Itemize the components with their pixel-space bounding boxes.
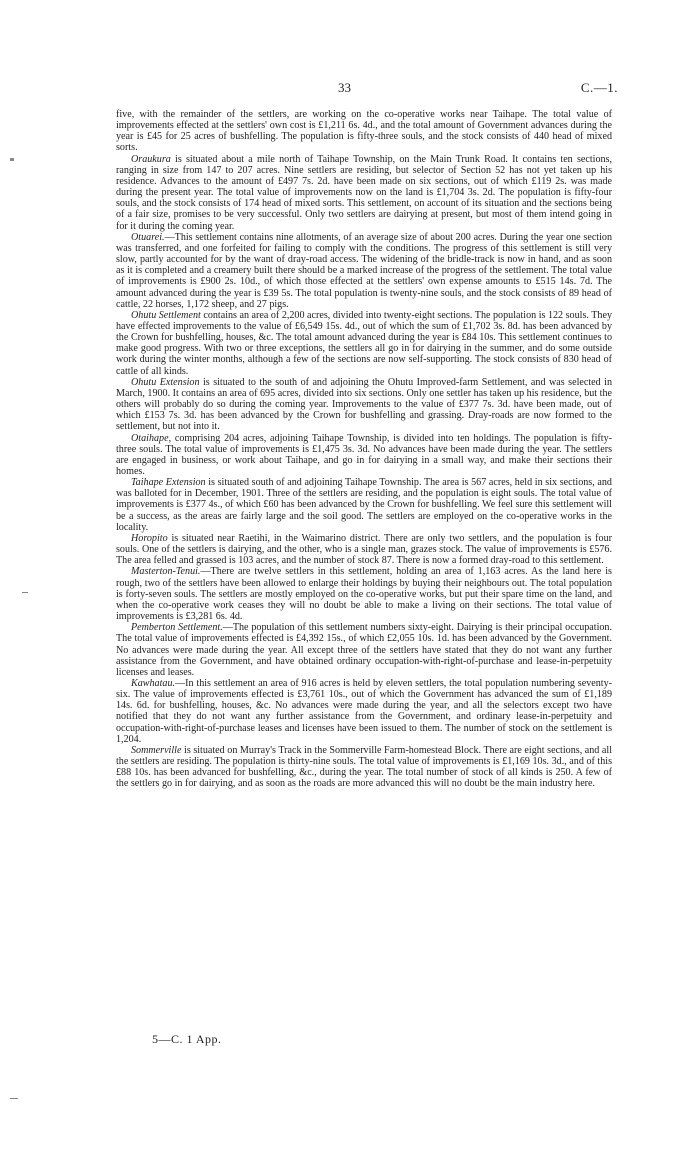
- paragraph: [116, 232, 612, 310]
- paragraph: [116, 678, 612, 745]
- paragraph-text: five, with the remainder of the settlers, are working on the co-operative works near Taihape. The total value of improvements effected at the settlers' own cost is £1,211 6s. 4d., and the total amount of Government advances during the year is £45 for 25 acres of bushfelling. The population is fifty-three souls, and the stock consists of 440 head of mixed sorts.: [116, 109, 612, 154]
- paragraph-text: is situated about a mile north of Taihape Township, on the Main Trunk Road. It contains ten sections, ranging in size from 147 to 207 acres. Nine settlers are residing, but selector of Section 52 has not yet taken up his residence. Advances to the amount of £497 7s. 2d. have been made on six sections, out of which £119 2s. was made during the present year. The total value of improvements now on the land is £1,704 3s. 2d. The population is fifty-four souls, and the stock consists of 174 head of mixed sorts. This settlement, on account of its situation and the sections being of a fair size, promises to be very successful. Only two settlers are dairying at present, but most of them intend going in for it during the coming year.: [116, 153, 612, 232]
- settlement-name: Pemberton Settlement.: [131, 622, 223, 634]
- settlement-name: Oraukura: [131, 153, 171, 165]
- paragraph: [116, 533, 612, 566]
- paragraph: [116, 566, 612, 622]
- settlement-name: Sommerville: [131, 744, 182, 756]
- page-number: 33: [338, 80, 351, 95]
- paragraph-text: contains an area of 2,200 acres, divided into twenty-eight sections. The population is 122 souls. They have effected improvements to the value of £6,549 15s. 4d., out of which the sum of £1,702 3s. 8d. has been advanced by the Crown for bushfelling, houses, &c. The total amount advanced during the year is £84 10s. This settlement continues to make good progress. With two or three exceptions, the settlers all go in for dairying in the summer, and do some outside work during the winter months, although a few of the sections are now self-supporting. The stock consists of 830 head of cattle of all kinds.: [116, 309, 612, 377]
- body-text: [116, 109, 612, 790]
- paragraph: [116, 154, 612, 232]
- printer-signature: 5—C. 1 App.: [152, 1032, 222, 1046]
- paragraph: [116, 310, 612, 377]
- paragraph-text: —The population of this settlement numbers sixty-eight. Dairying is their principal occupation. The total value of improvements effected is £4,392 15s., of which £2,055 10s. 1d. has been advanced by the Government. No advances were made during the year. All except three of the settlers have stated that they do not want any further assistance from the Government, and have obtained ordinary occupation-with-right-of-purchase and lease-in-perpetuity licenses and leases.: [116, 622, 612, 678]
- paragraph: [116, 433, 612, 478]
- page-header: [0, 80, 700, 96]
- paragraph-text: is situated near Raetihi, in the Waimarino district. There are only two settlers, and the population is four souls. One of the settlers is dairying, and the other, who is a single man, grazes stock. The value of improvements is £576. The area felled and grassed is 103 acres, and the number of stock 87. There is now a formed dray-road to this settlement.: [116, 532, 612, 567]
- settlement-name: Otuarei.: [131, 231, 165, 243]
- settlement-name: Taihape Extension: [131, 477, 206, 489]
- paragraph-text: —In this settlement an area of 916 acres is held by eleven settlers, the total population numbering seventy-six. The value of improvements effected is £3,761 10s., out of which the Government has advanced the sum of £1,189 14s. 6d. for bushfelling, houses, &c. No advances were made during the year, and all the selectors except two have notified that they do not want any further assistance from the Government, and ordinary lease-in-perpetuity and occupation-with-right-of-purchase leases and licenses have been issued to them. The number of stock on the settlement is 1,204.: [116, 677, 612, 745]
- paragraph: [116, 745, 612, 790]
- paragraph: [116, 622, 612, 678]
- paragraph-text: is situated to the south of and adjoining the Ohutu Improved-farm Settlement, and was selected in March, 1900. It contains an area of 695 acres, divided into six sections. Only one settler has taken up his residence, but the others will probably do so during the coming year. Improvements to the value of £377 7s. 3d. have been made, out of which £153 7s. 3d. has been advanced by the Crown for bushfelling and grassing. Dray-roads are now formed to the settlement, but not into it.: [116, 376, 612, 433]
- settlement-name: Ohutu Extension: [131, 376, 200, 388]
- margin-mark: [10, 1098, 18, 1099]
- paragraph: [116, 109, 612, 154]
- paragraph-text: is situated south of and adjoining Taihape Township. The area is 567 acres, held in six sections, and was balloted for in December, 1901. Three of the settlers are residing, and the population is eight souls. The total value of improvements is £377 4s., of which £60 has been advanced by the Crown for bushfelling. We feel sure this settlement will be a success, as the areas are fairly large and the soil good. The settlers are employed on the co-operative works in the locality.: [116, 477, 612, 533]
- margin-mark: [10, 158, 14, 161]
- settlement-name: Kawhatau.: [131, 677, 176, 689]
- paragraph-text: comprising 204 acres, adjoining Taihape Township, is divided into ten holdings. The population is fifty-three souls. The total value of improvements is £1,475 3s. 3d. No advances have been made during the year. The settlers are engaged in business, or work about Taihape, and go in for dairying in a small way, and make their sections their homes.: [116, 432, 612, 477]
- margin-mark: [22, 592, 28, 593]
- document-reference: C.—1.: [580, 80, 618, 95]
- paragraph-text: —There are twelve settlers in this settlement, holding an area of 1,163 acres. As the land here is rough, two of the settlers have been allowed to enlarge their holdings by buying their neighbours out. The total population is forty-seven souls. The settlers are mostly employed on the co-operative works, but put their spare time on the land, and when the co-operative work ceases they will no doubt be able to make a living on their sections. The total value of improvements is £3,281 6s. 4d.: [116, 566, 612, 623]
- paragraph-text: is situated on Murray's Track in the Sommerville Farm-homestead Block. There are eight sections, and all the settlers are residing. The population is thirty-nine souls. The total value of improvements is £1,169 10s. 3d., and of this £88 10s. has been advanced for bushfelling, &c., during the year. The total number of stock of all kinds is 250. A few of the settlers go in for dairying, and as soon as the roads are more advanced this will no doubt be the main industry here.: [116, 744, 612, 790]
- settlement-name: Ohutu Settlement: [131, 309, 201, 321]
- paragraph: [116, 477, 612, 533]
- paragraph: [116, 377, 612, 433]
- settlement-name: Horopito: [131, 532, 168, 544]
- paragraph-text: —This settlement contains nine allotments, of an average size of about 200 acres. During the year one section was transferred, and one forfeited for failing to comply with the conditions. The progress of this settlement is still very slow, partly accounted for by the want of dray-road access. The widening of the bridle-track is now in hand, and as soon as it is completed and a creamery built there should be a marked increase of the progress of the settlement. The total value of improvements is £900 2s. 10d., of which those effected at the settlers' own expense amounts to £515 14s. 7d. The amount advanced during the year is £39 5s. The total population is twenty-nine souls, and the stock consists of 89 head of cattle, 22 horses, 1,172 sheep, and 27 pigs.: [116, 231, 612, 310]
- settlement-name: Otaihape,: [131, 432, 172, 444]
- settlement-name: Masterton-Tenui.: [131, 566, 201, 578]
